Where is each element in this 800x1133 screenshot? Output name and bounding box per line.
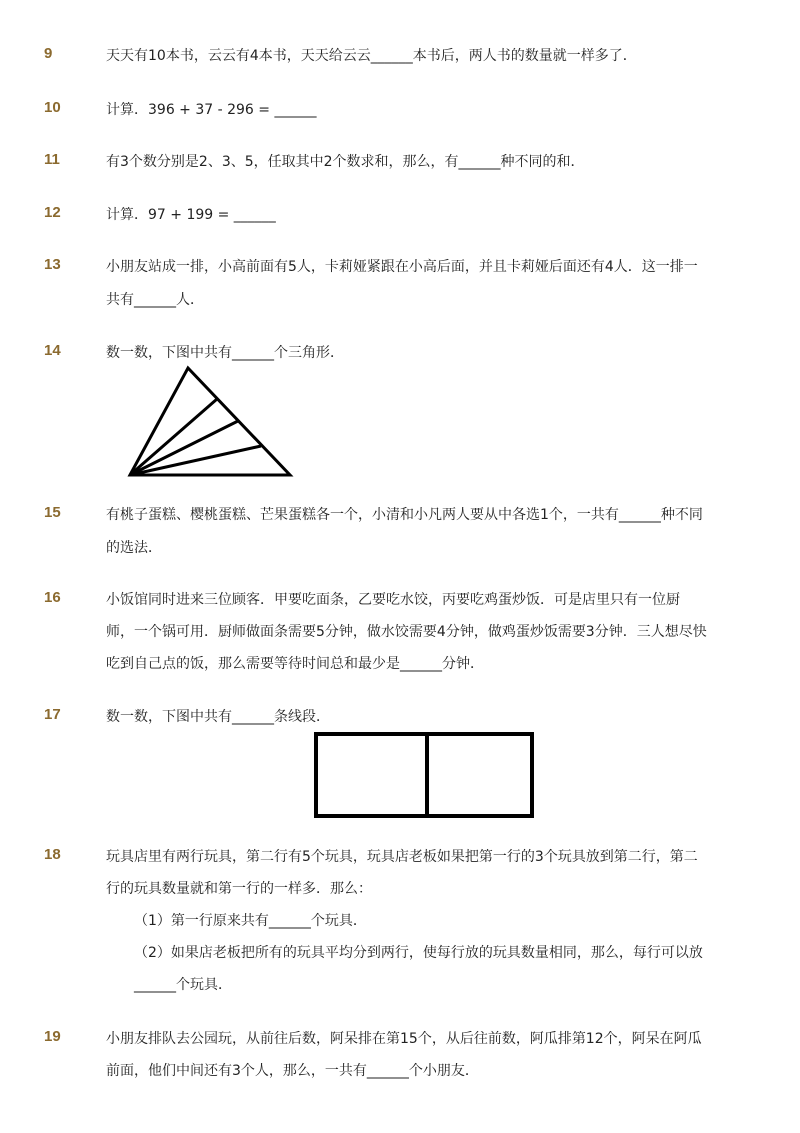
question-number: 12	[44, 204, 61, 221]
question-text: 天天有10本书，云云有4本书，天天给云云______本书后，两人书的数量就一样多了．	[106, 48, 637, 64]
question-text: 数一数，下图中共有______条线段．	[106, 709, 330, 725]
sub-question-text: （1）第一行原来共有______个玩具．	[134, 913, 367, 929]
question-text: 计算．396 + 37 - 296 = ______	[106, 102, 317, 118]
question-text: 前面，他们中间还有3个人，那么，一共有______个小朋友．	[106, 1063, 479, 1079]
question-number: 17	[44, 706, 61, 723]
question-number: 19	[44, 1028, 61, 1045]
question-text: 吃到自己点的饭，那么需要等待时间总和最少是______分钟．	[106, 656, 484, 672]
question-text: 小朋友站成一排，小高前面有5人，卡莉娅紧跟在小高后面，并且卡莉娅后面还有4人．这一排一	[106, 259, 698, 275]
question-text: 玩具店里有两行玩具，第二行有5个玩具，玩具店老板如果把第一行的3个玩具放到第二行，第二	[106, 849, 698, 865]
rectangle-figure	[312, 730, 536, 820]
question-number: 18	[44, 846, 61, 863]
question-number: 16	[44, 589, 61, 606]
fan-line	[130, 446, 261, 475]
triangle-figure	[120, 360, 300, 485]
question-text: 有3个数分别是2、3、5，任取其中2个数求和，那么，有______种不同的和．	[106, 154, 585, 170]
sub-question-text: ______个玩具．	[134, 977, 232, 993]
question-text: 行的玩具数量就和第一行的一样多．那么：	[106, 881, 372, 897]
question-number: 15	[44, 504, 61, 521]
question-text: 师，一个锅可用．厨师做面条需要5分钟，做水饺需要4分钟，做鸡蛋炒饭需要3分钟．三人想尽快	[106, 624, 707, 640]
outer-triangle	[130, 368, 290, 475]
question-number: 9	[44, 45, 53, 62]
question-number: 10	[44, 99, 61, 116]
question-number: 13	[44, 256, 61, 273]
question-text: 有桃子蛋糕、樱桃蛋糕、芒果蛋糕各一个，小清和小凡两人要从中各选1个，一共有______种不同	[106, 507, 703, 523]
question-text: 的选法．	[106, 540, 162, 556]
question-number: 11	[44, 151, 60, 168]
question-text: 计算．97 + 199 = ______	[106, 207, 276, 223]
question-number: 14	[44, 342, 61, 359]
question-text: 小朋友排队去公园玩，从前往后数，阿呆排在第15个，从后往前数，阿瓜排第12个，阿呆在阿瓜	[106, 1031, 702, 1047]
question-text: 共有______人．	[106, 292, 204, 308]
outer-rectangle	[316, 734, 532, 816]
question-text: 小饭馆同时进来三位顾客．甲要吃面条，乙要吃水饺，丙要吃鸡蛋炒饭．可是店里只有一位厨	[106, 592, 680, 608]
question-text: 数一数，下图中共有______个三角形．	[106, 345, 344, 361]
sub-question-text: （2）如果店老板把所有的玩具平均分到两行，使每行放的玩具数量相同，那么，每行可以放	[134, 945, 703, 961]
